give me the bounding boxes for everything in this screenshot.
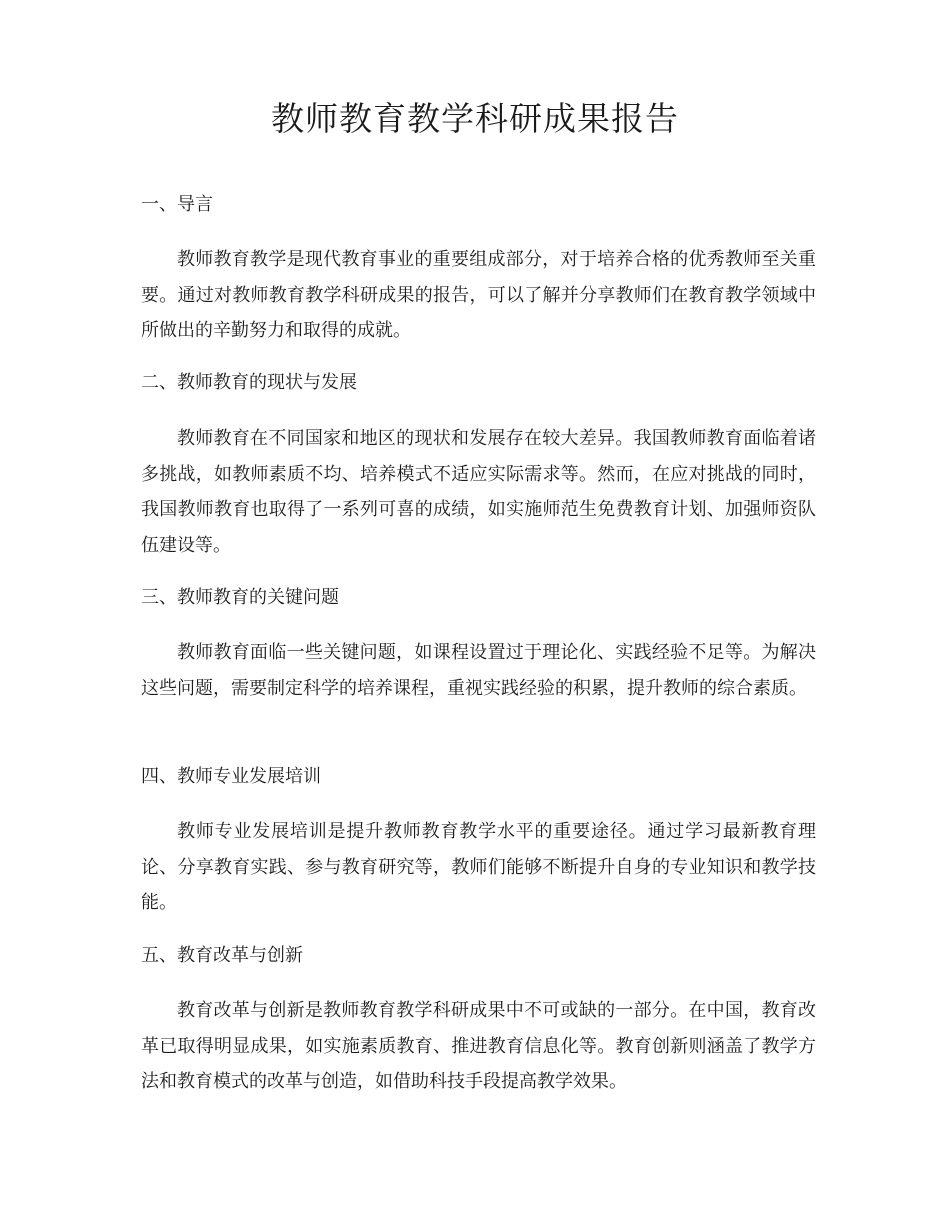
section-paragraph-status: 教师教育在不同国家和地区的现状和发展存在较大差异。我国教师教育面临着诸多挑战，如教师素质不均、培养模式不适应实际需求等。然而，在应对挑战的同时，我国教师教育也取得了一系列可喜的成绩，如实施师范生免费教育计划、加强师资队伍建设等。: [141, 428, 816, 556]
document-title: 教师教育教学科研成果报告: [271, 99, 679, 138]
section-paragraph-key-issues: 教师教育面临一些关键问题，如课程设置过于理论化、实践经验不足等。为解决这些问题，需要制定科学的培养课程，重视实践经验的积累，提升教师的综合素质。: [141, 642, 816, 699]
section-heading-introduction: 一、导言: [141, 194, 213, 215]
section-paragraph-reform-innovation: 教育改革与创新是教师教育教学科研成果中不可或缺的一部分。在中国，教育改革已取得明显成果，如实施素质教育、推进教育信息化等。教育创新则涵盖了教学方法和教育模式的改革与创造，如借助科技手段提高教学效果。: [141, 1000, 816, 1092]
section-paragraph-professional-training: 教师专业发展培训是提升教师教育教学水平的重要途径。通过学习最新教育理论、分享教育实践、参与教育研究等，教师们能够不断提升自身的专业知识和教学技能。: [141, 821, 816, 913]
section-heading-status: 二、教师教育的现状与发展: [141, 372, 357, 393]
section-heading-key-issues: 三、教师教育的关键问题: [141, 587, 339, 608]
section-heading-professional-training: 四、教师专业发展培训: [141, 766, 321, 787]
section-heading-reform-innovation: 五、教育改革与创新: [141, 945, 303, 966]
section-paragraph-introduction: 教师教育教学是现代教育事业的重要组成部分，对于培养合格的优秀教师至关重要。通过对教师教育教学科研成果的报告，可以了解并分享教师们在教育教学领域中所做出的辛勤努力和取得的成就。: [141, 249, 816, 341]
